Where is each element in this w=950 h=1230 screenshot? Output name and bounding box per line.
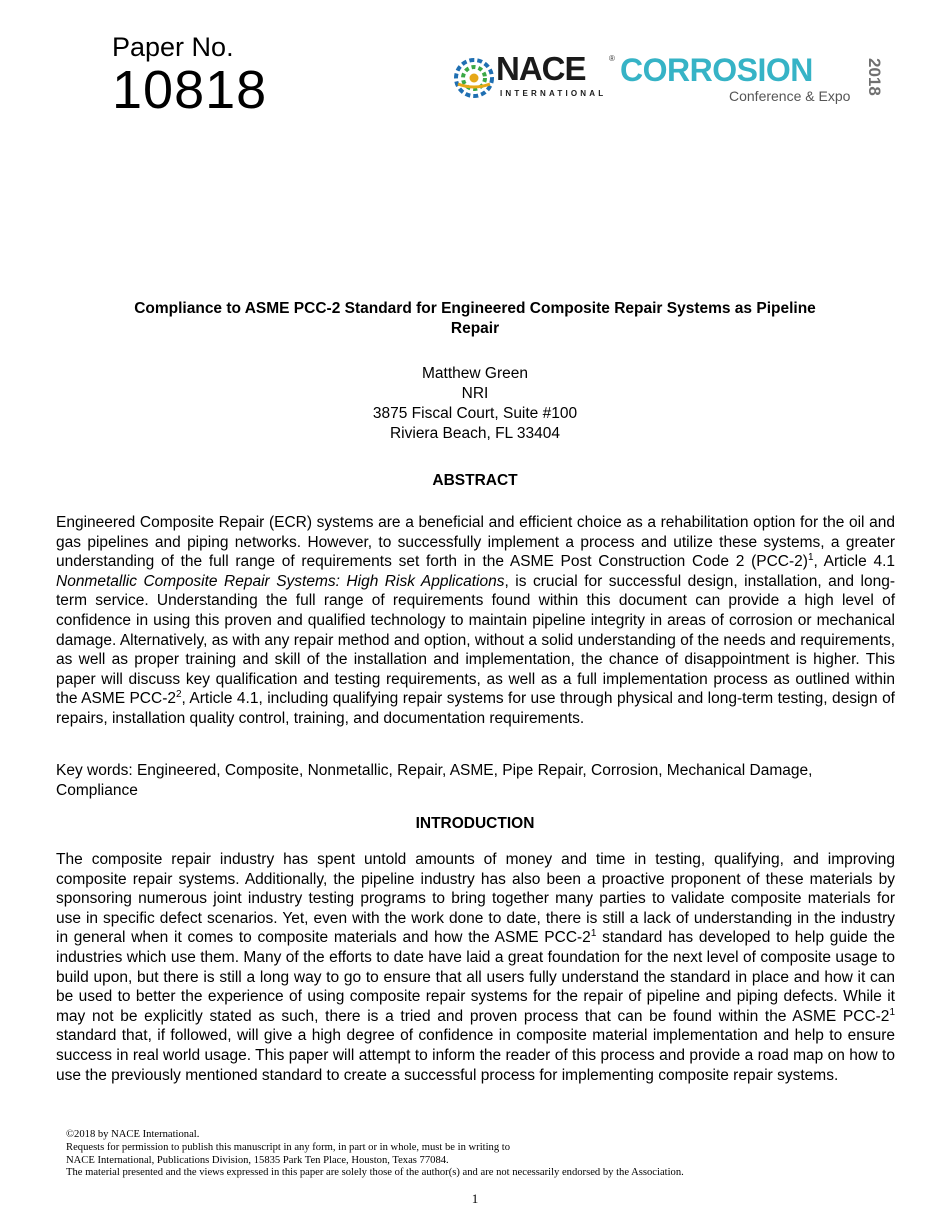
footnote-ref: 1 [590,928,597,940]
registered-mark: ® [609,54,615,63]
author-address-line-1: 3875 Fiscal Court, Suite #100 [372,405,578,422]
paper-label: Paper No. [112,32,234,62]
footer-line-3: NACE International, Publications Division, 15835 Park Ten Place, Houston, Texas 77084. [66,1154,449,1166]
author-name: Matthew Green [422,365,528,382]
abstract-heading: ABSTRACT [432,472,518,489]
footer-line-2: Requests for permission to publish this manuscript in any form, in part or in whole, must be in writing to [66,1141,511,1153]
nace-corrosion-logo [452,52,900,112]
introduction-heading: INTRODUCTION [415,815,535,832]
conference-expo-label: Conference & Expo [729,88,851,104]
footnote-ref: 1 [889,1006,895,1018]
introduction-paragraph: The composite repair industry has spent untold amounts of money and time in testing, qualifying, and improving composite repair systems. Additionally, the pipeline industry has also been a proactive proponent of these materials by sponsoring numerous joint industry testing programs to bring together many parties to validate composite materials for use in specific defect scenarios. Yet, even with the work done to date, there is still a lack of understanding in the industry in general when it comes to composite materials and how the ASME PCC-$2^1$ standard has developed to help guide the industries which use them. Many of the efforts to date have laid a great foundation for the next level of composite usage to build upon, but there is still a long way to go to ensure that all users fully understand the standard in place and how it can be used to better the experience of using composite repair systems for the repair of pipeline and piping defects. While it may not be explicitly stated as such, there is a tried and proven process that can be found within the ASME PCC-$2^1$ standard that, if followed, will give a high degree of confidence in composite material implementation and help to ensure success in real world usage. This paper will attempt to inform the reader of this process and provide a road map on how to use the previously mentioned standard to create a successful process for implementing composite repair systems. [56,851,896,1084]
copyright-footer [66,1129,906,1180]
author-affiliation: NRI [461,385,489,402]
abstract-paragraph: Engineered Composite Repair (ECR) systems are a beneficial and efficient choice as a rehabilitation option for the oil and gas pipelines and piping networks. However, to successfully implement a process and utilize these systems, a greater understanding of the full range of requirements set forth in the ASME Post Construction Code 2 $(PCC-2)^1$, Article 4.1 Nonmetallic Composite Repair Systems: High Risk Applications, is crucial for successful design, installation, and long-term service. Understanding the full range of requirements found within this document can provide a high level of confidence in using this proven and qualified technology to maintain pipeline integrity in areas of corrosion or mechanical damage. Alternatively, as with any repair method and option, without a solid understanding of the needs and requirements, as well as proper training and skill of the installation and implementation, the chance of disappointment is higher. This paper will discuss key qualification and testing requirements, as well as a full implementation process as outlined within the ASME PCC-$2^2$, Article 4.1, including qualifying repair systems for use through physical and long-term testing, design of repairs, installation quality control, training, and documentation requirements. [56,514,896,727]
logo-year: 2018 [865,58,884,96]
footnote-ref: 1 [807,552,814,564]
paper-number: 10818 [112,60,268,120]
author-block [275,364,675,444]
page-number: 1 [471,1191,479,1206]
paper-title-line-1: Compliance to ASME PCC-2 Standard for Engineered Composite Repair Systems as Pipeline [134,300,816,317]
international-label: INTERNATIONAL [500,89,607,98]
footnote-ref: 2 [175,689,182,701]
paper-title [95,299,855,339]
article-title-italic: Nonmetallic Composite Repair Systems: High Risk Applications [56,572,505,590]
footer-line-4: The material presented and the views expressed in this paper are solely those of the author(s) and are not necessarily endorsed by the Association. [66,1167,684,1179]
corrosion-wordmark: CORROSION [620,52,813,88]
author-address-line-2: Riviera Beach, FL 33404 [389,425,561,442]
nace-wordmark: NACE [496,50,586,87]
globe-icon [452,56,496,100]
keywords-paragraph: Key words: Engineered, Composite, Nonmetallic, Repair, ASME, Pipe Repair, Corrosion, Mechanical Damage, Compliance [56,762,813,799]
footer-line-1: ©2018 by NACE International. [66,1129,200,1140]
paper-title-line-2: Repair [450,320,500,337]
paper-number-block [112,32,268,120]
